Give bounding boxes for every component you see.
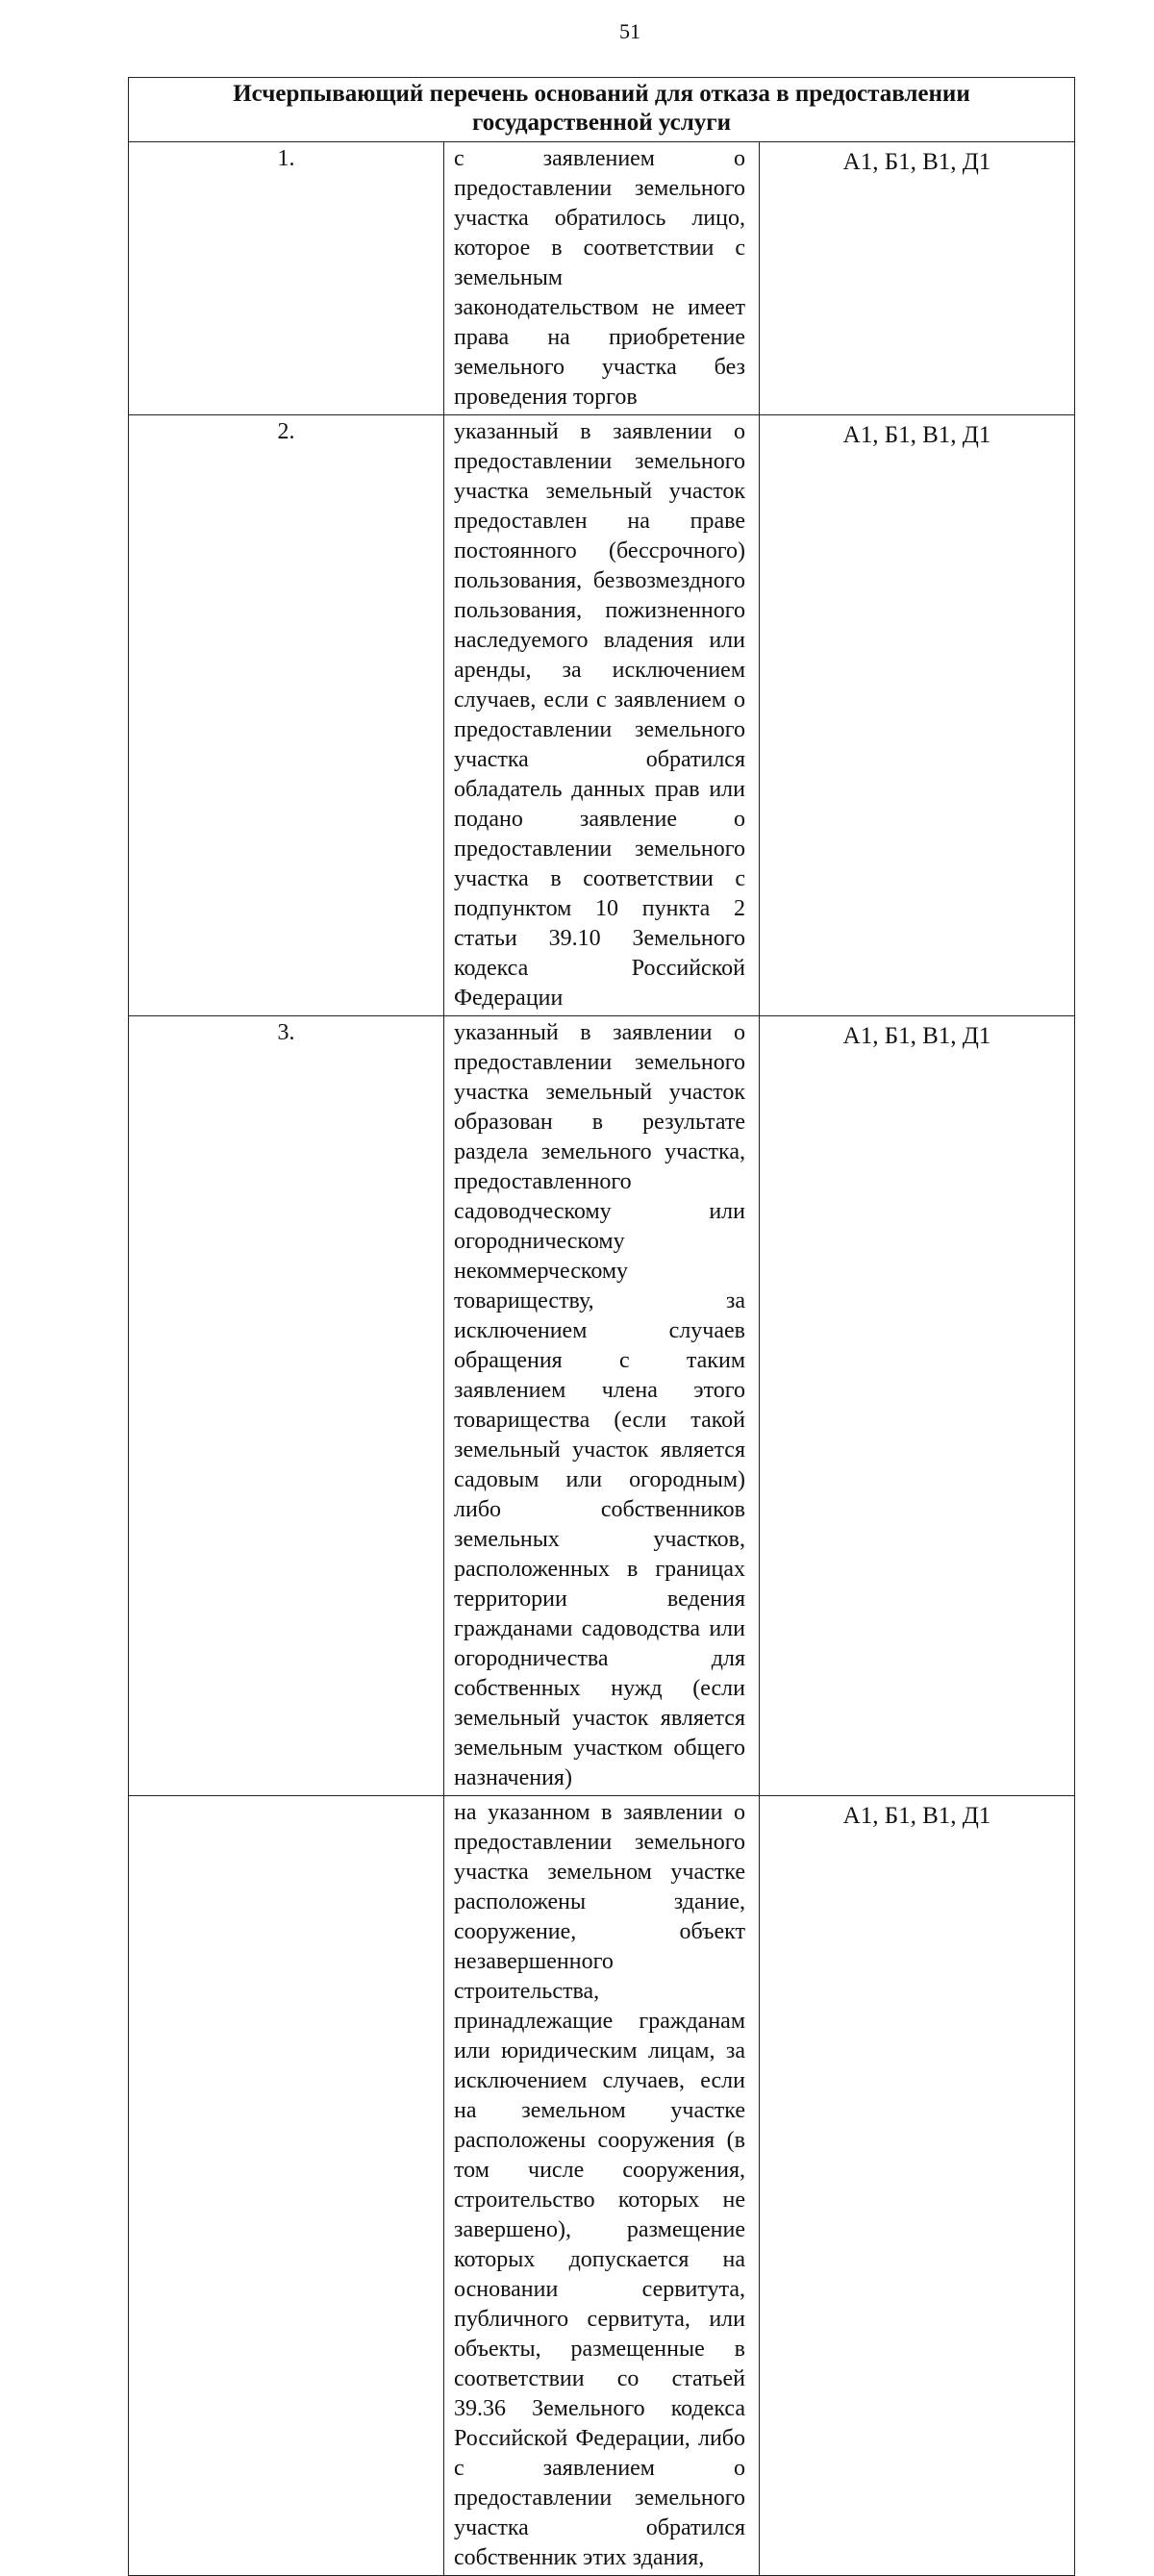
table-header-row	[129, 78, 1075, 142]
row-codes: А1, Б1, В1, Д1	[760, 415, 1075, 1016]
row-number	[129, 1796, 444, 2576]
table-row	[129, 142, 1075, 415]
row-text: указанный в заявлении о предоставлении земельного участка земельный участок предоставлен на праве постоянного (бессрочного) пользования, безвозмездного пользования, пожизненного наследуемого владения или аренды, за исключением случаев, если с заявлением о предоставлении земельного участка обратился обладатель данных прав или подано заявление о предоставлении земельного участка в соответствии с подпунктом 10 пункта 2 статьи 39.10 Земельного кодекса Российской Федерации	[444, 415, 760, 1016]
table-row	[129, 1796, 1075, 2576]
row-codes: А1, Б1, В1, Д1	[760, 1016, 1075, 1796]
table-header: Исчерпывающий перечень оснований для отказа в предоставлении государственной услуги	[129, 78, 1075, 142]
row-number: 3.	[129, 1016, 444, 1796]
row-text: с заявлением о предоставлении земельного участка обратилось лицо, которое в соответствии с земельным законодательством не имеет права на приобретение земельного участка без проведения торгов	[444, 142, 760, 415]
row-codes: А1, Б1, В1, Д1	[760, 142, 1075, 415]
row-codes: А1, Б1, В1, Д1	[760, 1796, 1075, 2576]
row-number: 2.	[129, 415, 444, 1016]
row-text: на указанном в заявлении о предоставлении земельного участка земельном участке расположены здание, сооружение, объект незавершенного строительства, принадлежащие гражданам или юридическим лицам, за исключением случаев, если на земельном участке расположены сооружения (в том числе сооружения, строительство которых не завершено), размещение которых допускается на основании сервитута, публичного сервитута, или объекты, размещенные в соответствии со статьей 39.36 Земельного кодекса Российской Федерации, либо с заявлением о предоставлении земельного участка обратился собственник этих здания,	[444, 1796, 760, 2576]
table-row	[129, 415, 1075, 1016]
row-number: 1.	[129, 142, 444, 415]
table-row	[129, 1016, 1075, 1796]
page-number: 51	[619, 19, 640, 43]
row-text: указанный в заявлении о предоставлении земельного участка земельный участок образован в результате раздела земельного участка, предоставленного садоводческому или огородническому некоммерческому товариществу, за исключением случаев обращения с таким заявлением члена этого товарищества (если такой земельный участок является садовым или огородным) либо собственников земельных участков, расположенных в границах территории ведения гражданами садоводства или огородничества для собственных нужд (если земельный участок является земельным участком общего назначения)	[444, 1016, 760, 1796]
refusal-grounds-table	[128, 77, 1075, 2576]
